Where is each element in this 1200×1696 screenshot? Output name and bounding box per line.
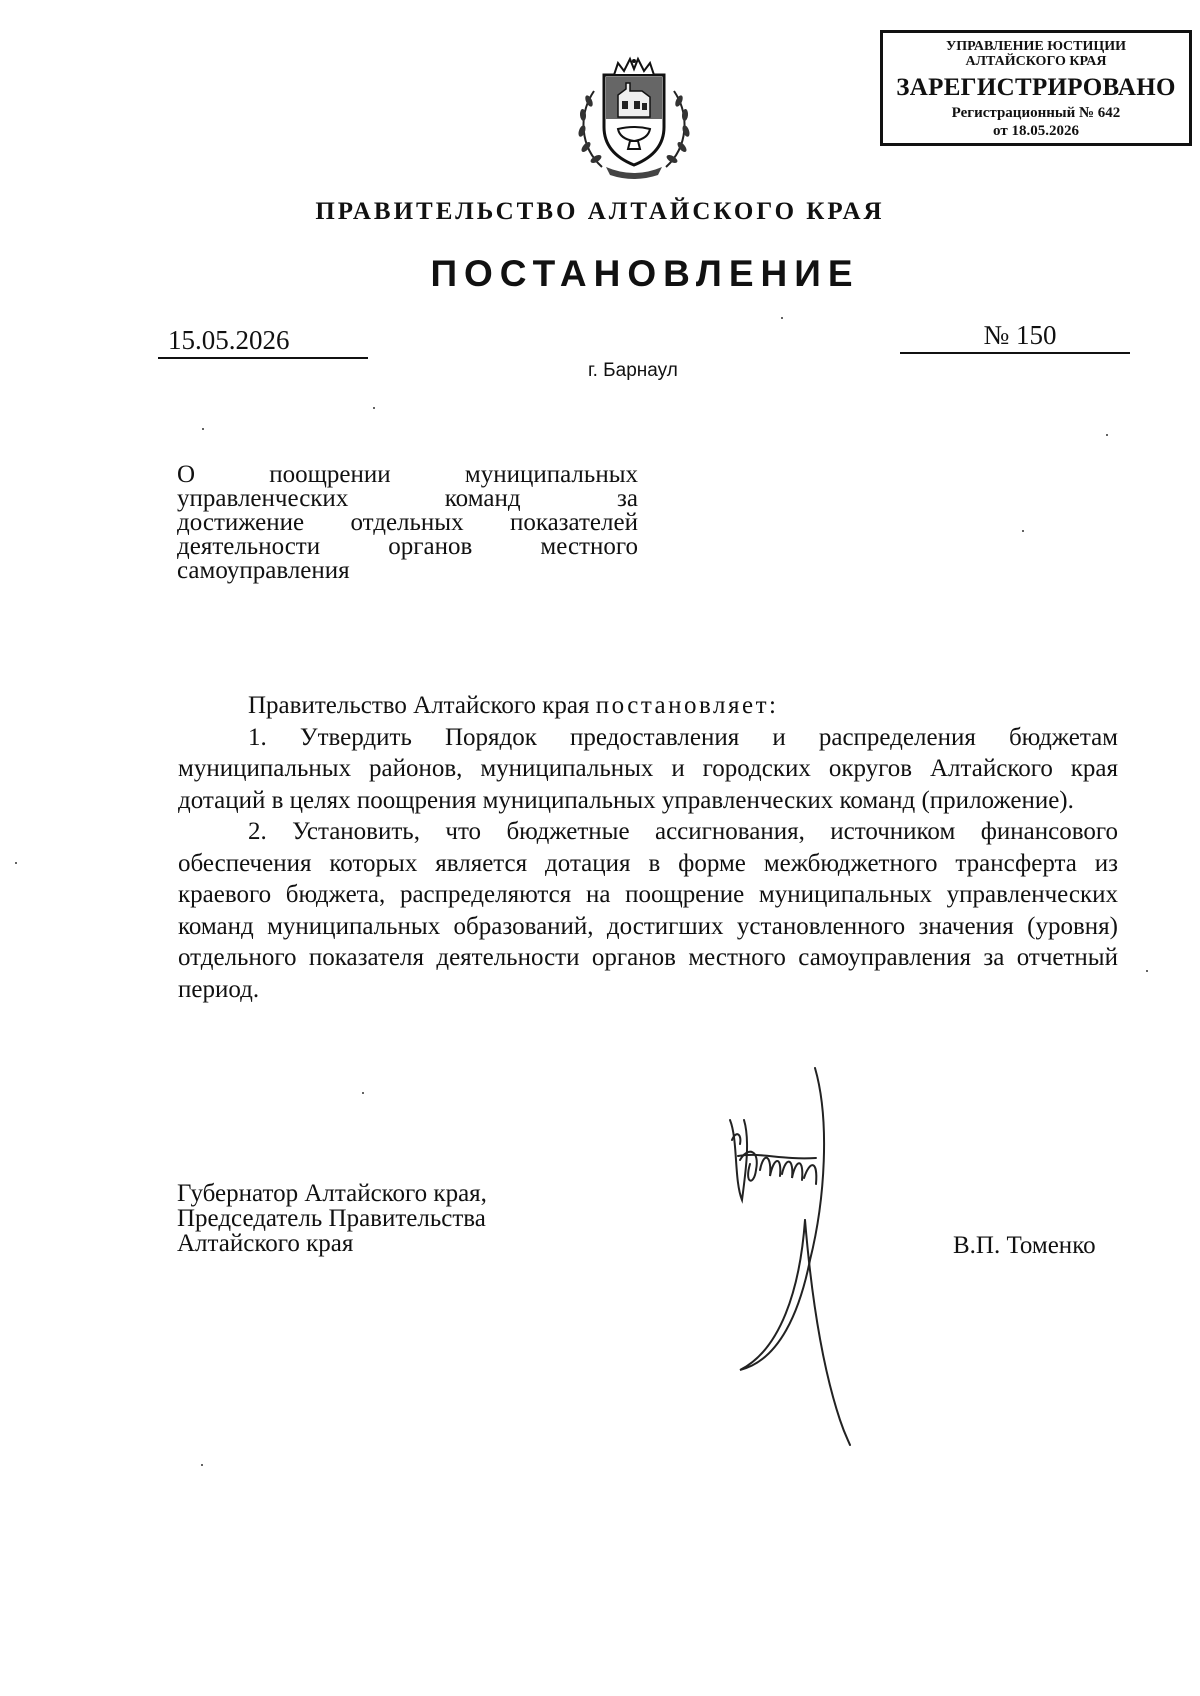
subject-word: самоуправления (177, 557, 350, 584)
subject-line (177, 559, 638, 583)
subject-word: поощрении (269, 461, 391, 488)
scan-speck (201, 1464, 203, 1466)
subject-word: отдельных (350, 509, 464, 536)
intro-prefix: Правительство Алтайского края (248, 692, 596, 719)
body-item-2: 2. Установить, что бюджетные ассигнования, источником финансового обеспечения которых является дотация в форме межбюджетного трансферта из краевого бюджета, распределяются на поощрение муниципальных управленческих команд муниципальных образований, достигших установленного значения (уровня) отдельного показателя деятельности органов местного самоуправления за отчетный период. (178, 818, 1118, 1003)
stamp-status: ЗАРЕГИСТРИРОВАНО (896, 74, 1176, 101)
stamp-reg-date: от 18.05.2026 (993, 123, 1079, 139)
registration-stamp (880, 30, 1192, 146)
subject-word: органов (388, 533, 473, 560)
handwritten-signature-icon (720, 1060, 890, 1460)
subject-line (177, 463, 638, 487)
document-type-title: ПОСТАНОВЛЕНИЕ (430, 253, 860, 294)
stamp-authority-line1: УПРАВЛЕНИЕ ЮСТИЦИИ (946, 39, 1126, 54)
signer-name: В.П. Томенко (953, 1232, 1096, 1259)
subject-word: показателей (509, 509, 638, 536)
subject-word: муниципальных (464, 461, 638, 488)
signer-position (177, 1181, 487, 1256)
intro-colon: : (769, 692, 776, 719)
subject-word: управленческих (177, 485, 349, 512)
scan-speck (1022, 530, 1024, 532)
scan-speck (202, 428, 204, 430)
subject-word: за (617, 485, 638, 512)
subject-word: местного (540, 533, 638, 560)
scan-speck (373, 407, 375, 409)
document-date-field (158, 325, 368, 359)
document-city: г. Барнаул (588, 360, 678, 381)
subject-word: достижение (177, 509, 305, 536)
document-date: 15.05.2026 (168, 325, 290, 355)
signer-position-line: Алтайского края (177, 1230, 354, 1257)
subject-word: деятельности (177, 533, 321, 560)
subject-word: команд (444, 485, 521, 512)
scan-speck (781, 317, 783, 319)
intro-resolves: постановляет (595, 692, 769, 719)
document-number-field (900, 320, 1130, 354)
scan-speck (15, 862, 17, 864)
signer-position-line: Председатель Правительства (177, 1205, 486, 1232)
subject-line (177, 511, 638, 535)
date-underline (158, 357, 368, 359)
scan-speck (1106, 434, 1108, 436)
subject-word: О (177, 461, 196, 488)
stamp-authority-line2: АЛТАЙСКОГО КРАЯ (965, 54, 1107, 69)
coat-of-arms-icon (572, 55, 696, 181)
subject-line (177, 487, 638, 511)
document-body (178, 690, 1118, 1005)
body-intro (178, 690, 1118, 722)
document-number: № 150 (983, 320, 1057, 350)
government-title: ПРАВИТЕЛЬСТВО АЛТАЙСКОГО КРАЯ (315, 198, 885, 225)
number-underline (900, 352, 1130, 354)
document-subject (177, 463, 638, 583)
subject-line (177, 535, 638, 559)
stamp-reg-number: Регистрационный № 642 (951, 105, 1121, 121)
scan-speck (1146, 970, 1148, 972)
body-item-1: 1. Утвердить Порядок предоставления и распределения бюджетам муниципальных районов, муниципальных и городских округов Алтайского края дотаций в целях поощрения муниципальных управленческих команд (приложение). (178, 723, 1118, 814)
signer-position-line: Губернатор Алтайского края, (177, 1180, 487, 1207)
scan-speck (362, 1092, 364, 1094)
